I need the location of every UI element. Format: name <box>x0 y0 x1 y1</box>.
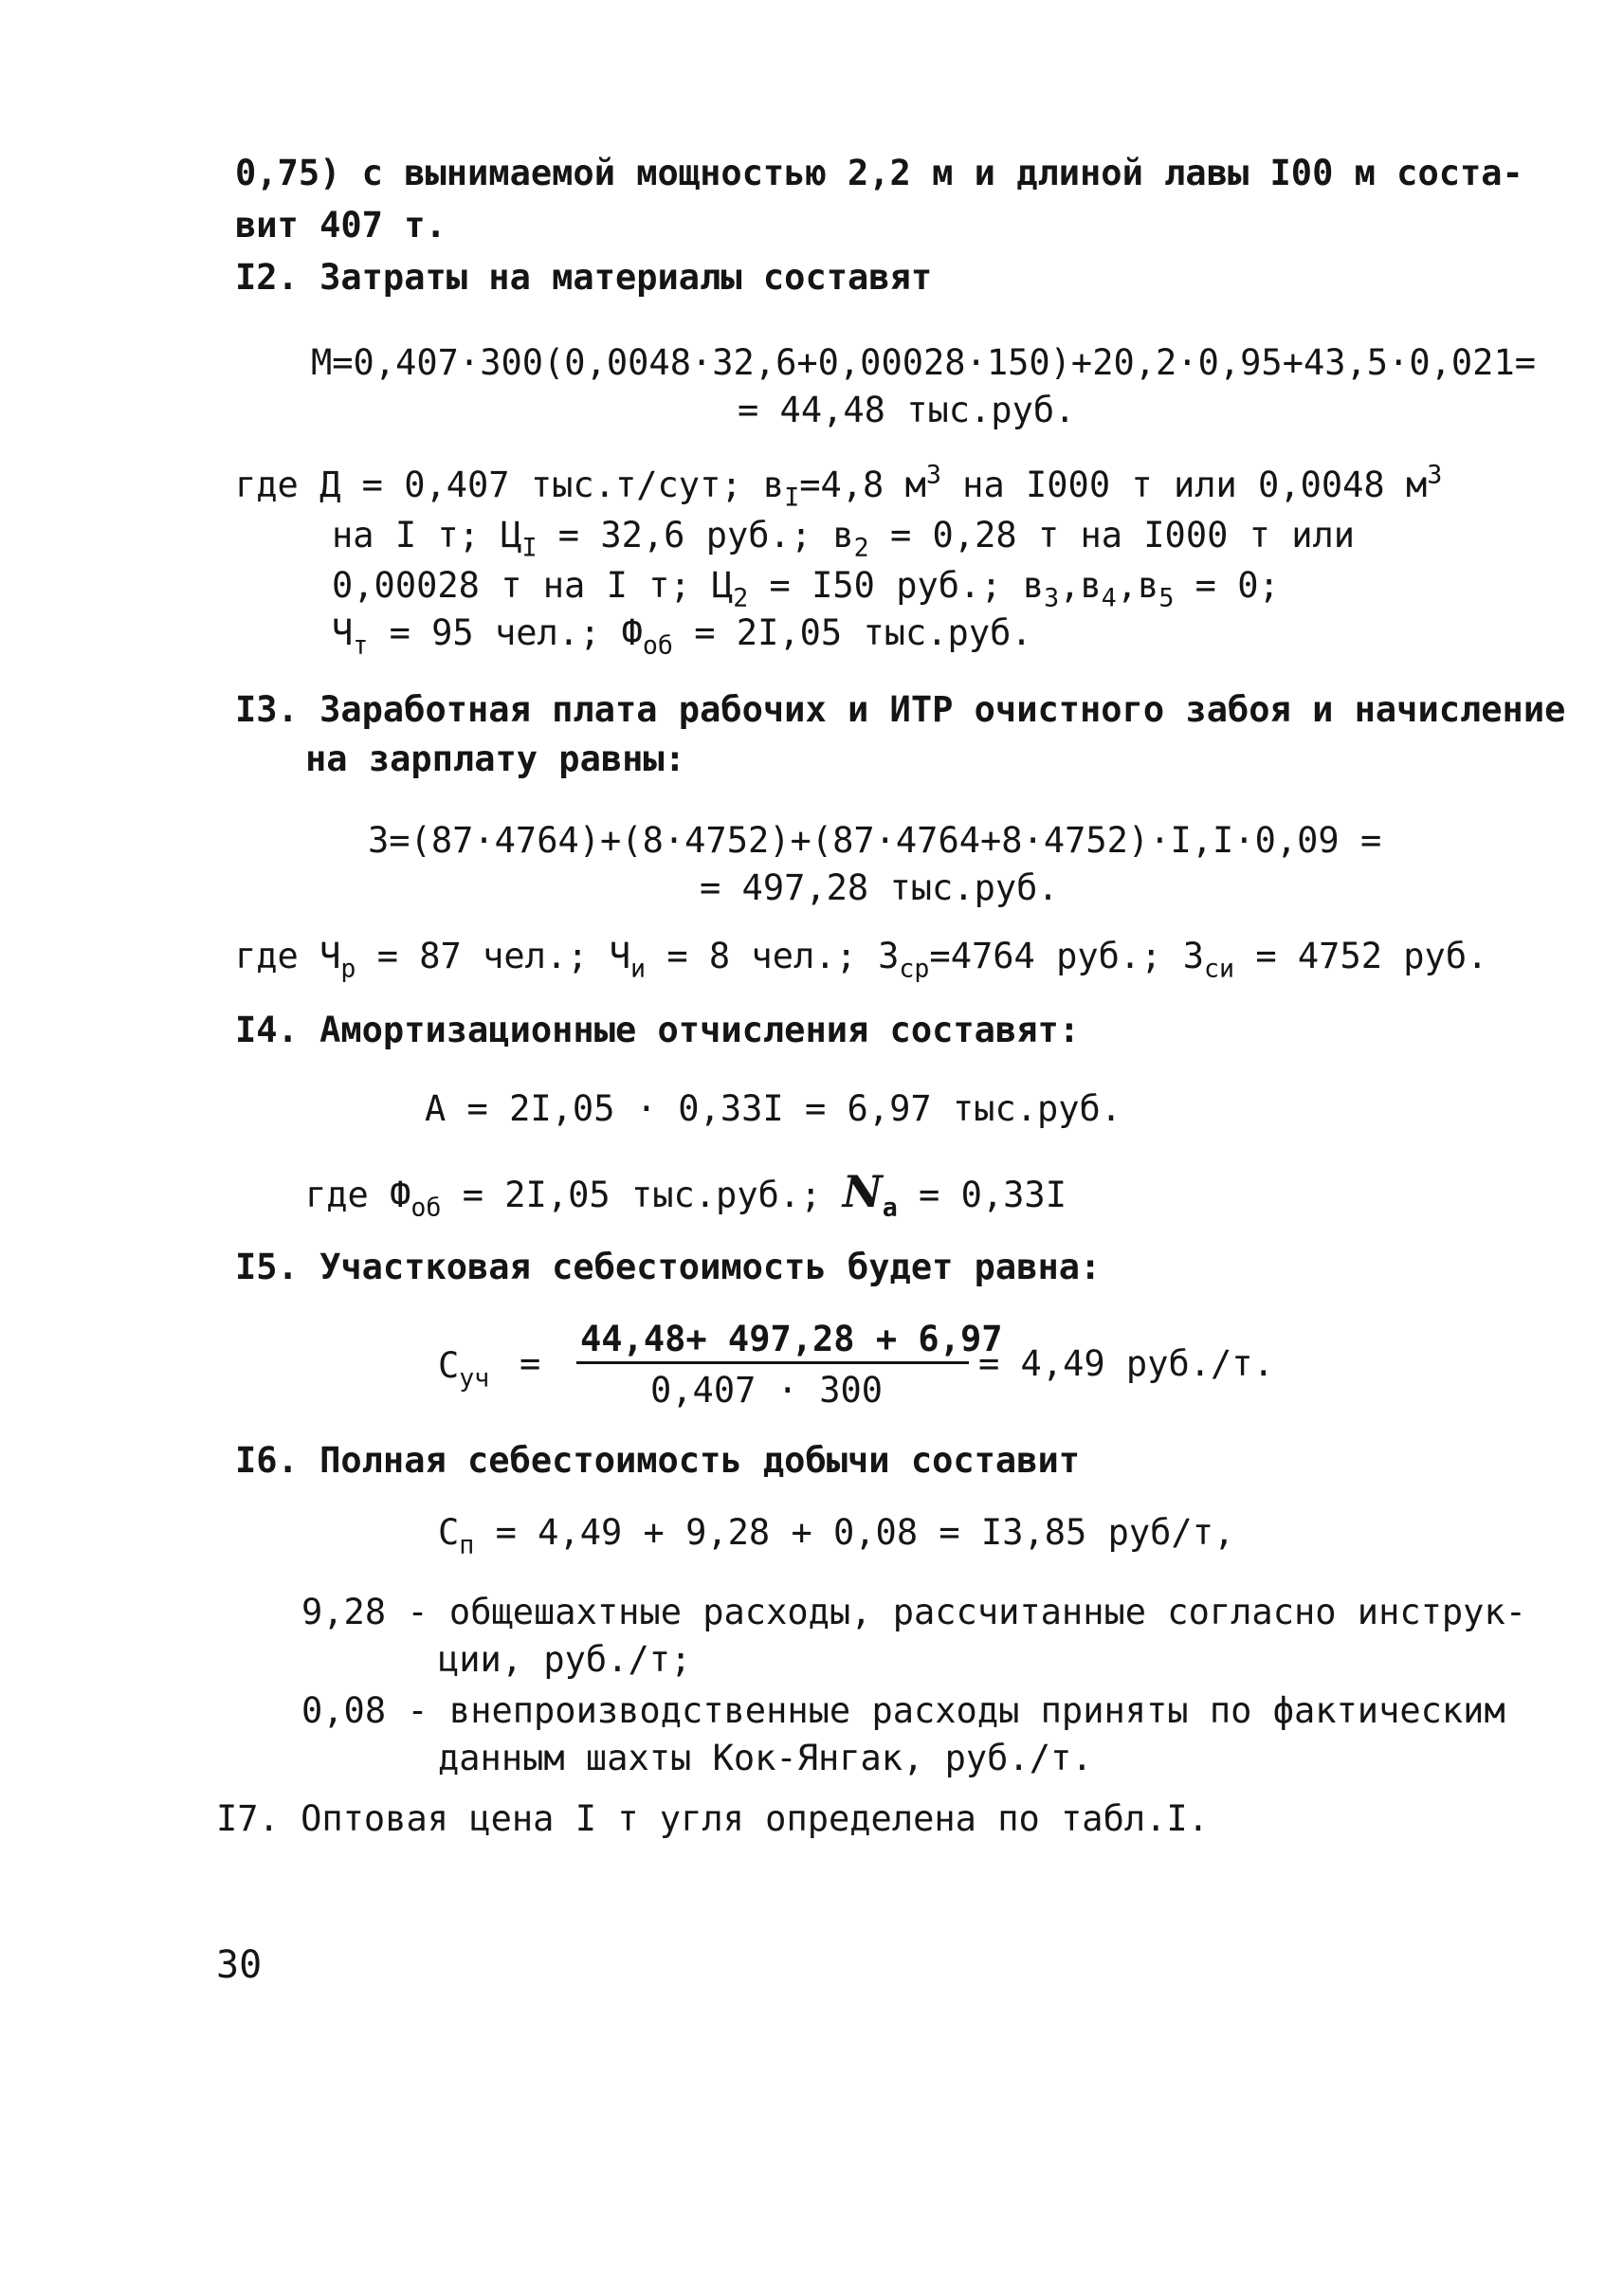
formula-salary-result: = 497,28 тыс.руб. <box>700 867 1059 908</box>
section-heading-13-cont: на зарплату равны: <box>305 738 685 779</box>
formula-full-cost: $С_п = 4,49 + 9,28 + 0,08 = I3,85$ руб/т, <box>438 1512 1235 1560</box>
section-heading-14: I4. Амортизационные отчисления составят: <box>235 1010 1081 1050</box>
note-line: ции, руб./т; <box>438 1639 692 1680</box>
note-line: данным шахты Кок-Янгак, руб./т. <box>438 1738 1093 1778</box>
section-heading-17: I7. Оптовая цена I т угля определена по табл.I. <box>216 1798 1209 1839</box>
formula-cost-result: = 4,49 руб./т. <box>978 1343 1274 1384</box>
text-line: вит 407 т. <box>235 205 447 246</box>
where-line: $Ч_т = 95$ чел.; $Ф_{об} = 2I,05$ тыс.руб. <box>332 612 1032 661</box>
fraction-numerator: 44,48+ 497,28 + 6,97 <box>580 1319 1003 1359</box>
page-number: 30 <box>216 1943 263 1987</box>
note-line: 0,08 - внепроизводственные расходы приняты по фактическим <box>301 1690 1505 1731</box>
formula-materials-result: = 44,48 тыс.руб. <box>738 390 1076 430</box>
where-line: 0,00028 т на I т; $Ц_2 = I50$ руб.; $в_3,в_4,в_5 = 0$; <box>332 565 1280 613</box>
section-heading-13: I3. Заработная плата рабочих и ИТР очистного забоя и начисление <box>235 689 1566 730</box>
section-heading-15: I5. Участковая себестоимость будет равна: <box>235 1247 1102 1287</box>
formula-amortization: А = 2I,05 · 0,33I = 6,97 тыс.руб. <box>425 1088 1122 1129</box>
formula-cost-eq: = <box>520 1343 541 1384</box>
formula-salary: З=(87·4764)+(8·4752)+(87·4764+8·4752)·I,I·0,09 = <box>368 820 1382 861</box>
fraction-bar <box>576 1361 969 1364</box>
text-line: 0,75) с вынимаемой мощностью 2,2 м и длиной лавы I00 м соста- <box>235 153 1523 193</box>
section-heading-12: I2. Затраты на материалы составят <box>235 257 933 298</box>
where-line: на I т; $Ц_I = 32,6$ руб.; $в_2 = 0,28$ т на I000 т или <box>332 515 1356 563</box>
where-line: где Д = 0,407 тыс.т/сут; $в_I=4,8$ $м^3$ на I000 т или 0,0048 $м^3$ <box>235 460 1443 513</box>
formula-cost-lhs: $С_{уч}$ <box>438 1345 490 1394</box>
note-line: 9,28 - общешахтные расходы, рассчитанные согласно инструк- <box>301 1592 1527 1632</box>
where-line: где $Ч_р = 87$ чел.; $Ч_и = 8$ чел.; $З_{ср}=4764$ руб.; $З_{си} = 4752$ руб. <box>235 936 1488 984</box>
section-heading-16: I6. Полная себестоимость добычи составит <box>235 1440 1081 1481</box>
fraction-denominator: 0,407 · 300 <box>650 1370 884 1411</box>
formula-materials: М=0,407·300(0,0048·32,6+0,00028·150)+20,2·0,95+43,5·0,021= <box>311 342 1537 383</box>
where-line: где $Ф_{об} = 2I,05$ тыс.руб.; $N_a = 0,33I$ <box>305 1166 1067 1223</box>
